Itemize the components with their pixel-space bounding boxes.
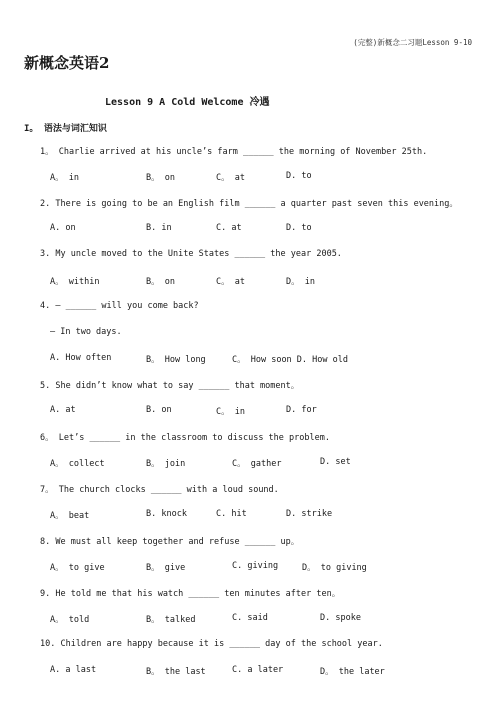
option-d: D. to — [286, 223, 312, 233]
option-a: A. at — [50, 405, 76, 415]
option-c: C. giving — [232, 561, 279, 571]
option-b: B. knock — [146, 509, 187, 519]
option-b: B。 talked — [146, 615, 196, 625]
question-9: 9. He told me that his watch ______ ten minutes after ten。 — [40, 589, 341, 599]
option-d: D. to — [286, 171, 312, 181]
option-b: B。 the last — [146, 667, 206, 677]
option-a: A。 collect — [50, 459, 105, 469]
page-header: (完整)新概念二习题Lesson 9-10 — [353, 38, 472, 47]
question-1: 1。 Charlie arrived at his uncle’s farm ______ the morning of November 25th. — [40, 147, 428, 157]
option-a: A。 beat — [50, 511, 90, 521]
option-a: A。 in — [50, 173, 79, 183]
option-b: B。 How long — [146, 355, 206, 365]
option-d: D。 the later — [320, 667, 385, 677]
option-b: B. on — [146, 405, 172, 415]
option-c: C。 at — [216, 173, 245, 183]
option-c: C. said — [232, 613, 268, 623]
section-heading: I。 语法与词汇知识 — [24, 124, 107, 134]
option-d: D。 to giving — [302, 563, 367, 573]
question-4: 4. — ______ will you come back? — [40, 301, 199, 311]
option-b: B。 give — [146, 563, 186, 573]
option-a: A. on — [50, 223, 76, 233]
question-7: 7。 The church clocks ______ with a loud sound. — [40, 485, 279, 495]
option-c: C. hit — [216, 509, 247, 519]
option-c: C. at — [216, 223, 242, 233]
option-b: B. in — [146, 223, 172, 233]
option-c: C。 in — [216, 407, 245, 417]
question-2: 2. There is going to be an English film ______ a quarter past seven this evening。 — [40, 199, 458, 209]
option-a: A。 told — [50, 615, 90, 625]
option-a: A。 within — [50, 277, 100, 287]
option-d: D. spoke — [320, 613, 361, 623]
option-d: D. for — [286, 405, 317, 415]
option-d: D。 in — [286, 277, 315, 287]
option-b: B。 on — [146, 173, 175, 183]
option-c: C。 at — [216, 277, 245, 287]
option-a: A. How often — [50, 353, 112, 363]
option-c: C. a later — [232, 665, 284, 675]
option-b: B。 join — [146, 459, 186, 469]
option-a: A. a last — [50, 665, 97, 675]
question-8: 8. We must all keep together and refuse ______ up。 — [40, 537, 300, 547]
question-5: 5. She didn’t know what to say ______ that moment。 — [40, 381, 300, 391]
option-c: C。 gather — [232, 459, 282, 469]
question-3: 3. My uncle moved to the Unite States ______ the year 2005. — [40, 249, 342, 259]
option-a: A。 to give — [50, 563, 105, 573]
option-c-d: C。 How soon D. How old — [232, 355, 348, 365]
lesson-title: Lesson 9 A Cold Welcome 冷遇 — [105, 97, 270, 108]
option-d: D. strike — [286, 509, 333, 519]
option-d: D. set — [320, 457, 351, 467]
question-6: 6。 Let’s ______ in the classroom to discuss the problem. — [40, 433, 330, 443]
option-b: B。 on — [146, 277, 175, 287]
question-10: 10. Children are happy because it is ______ day of the school year. — [40, 639, 383, 649]
document-title: 新概念英语2 — [24, 54, 110, 72]
answer-4: – In two days. — [50, 327, 122, 337]
